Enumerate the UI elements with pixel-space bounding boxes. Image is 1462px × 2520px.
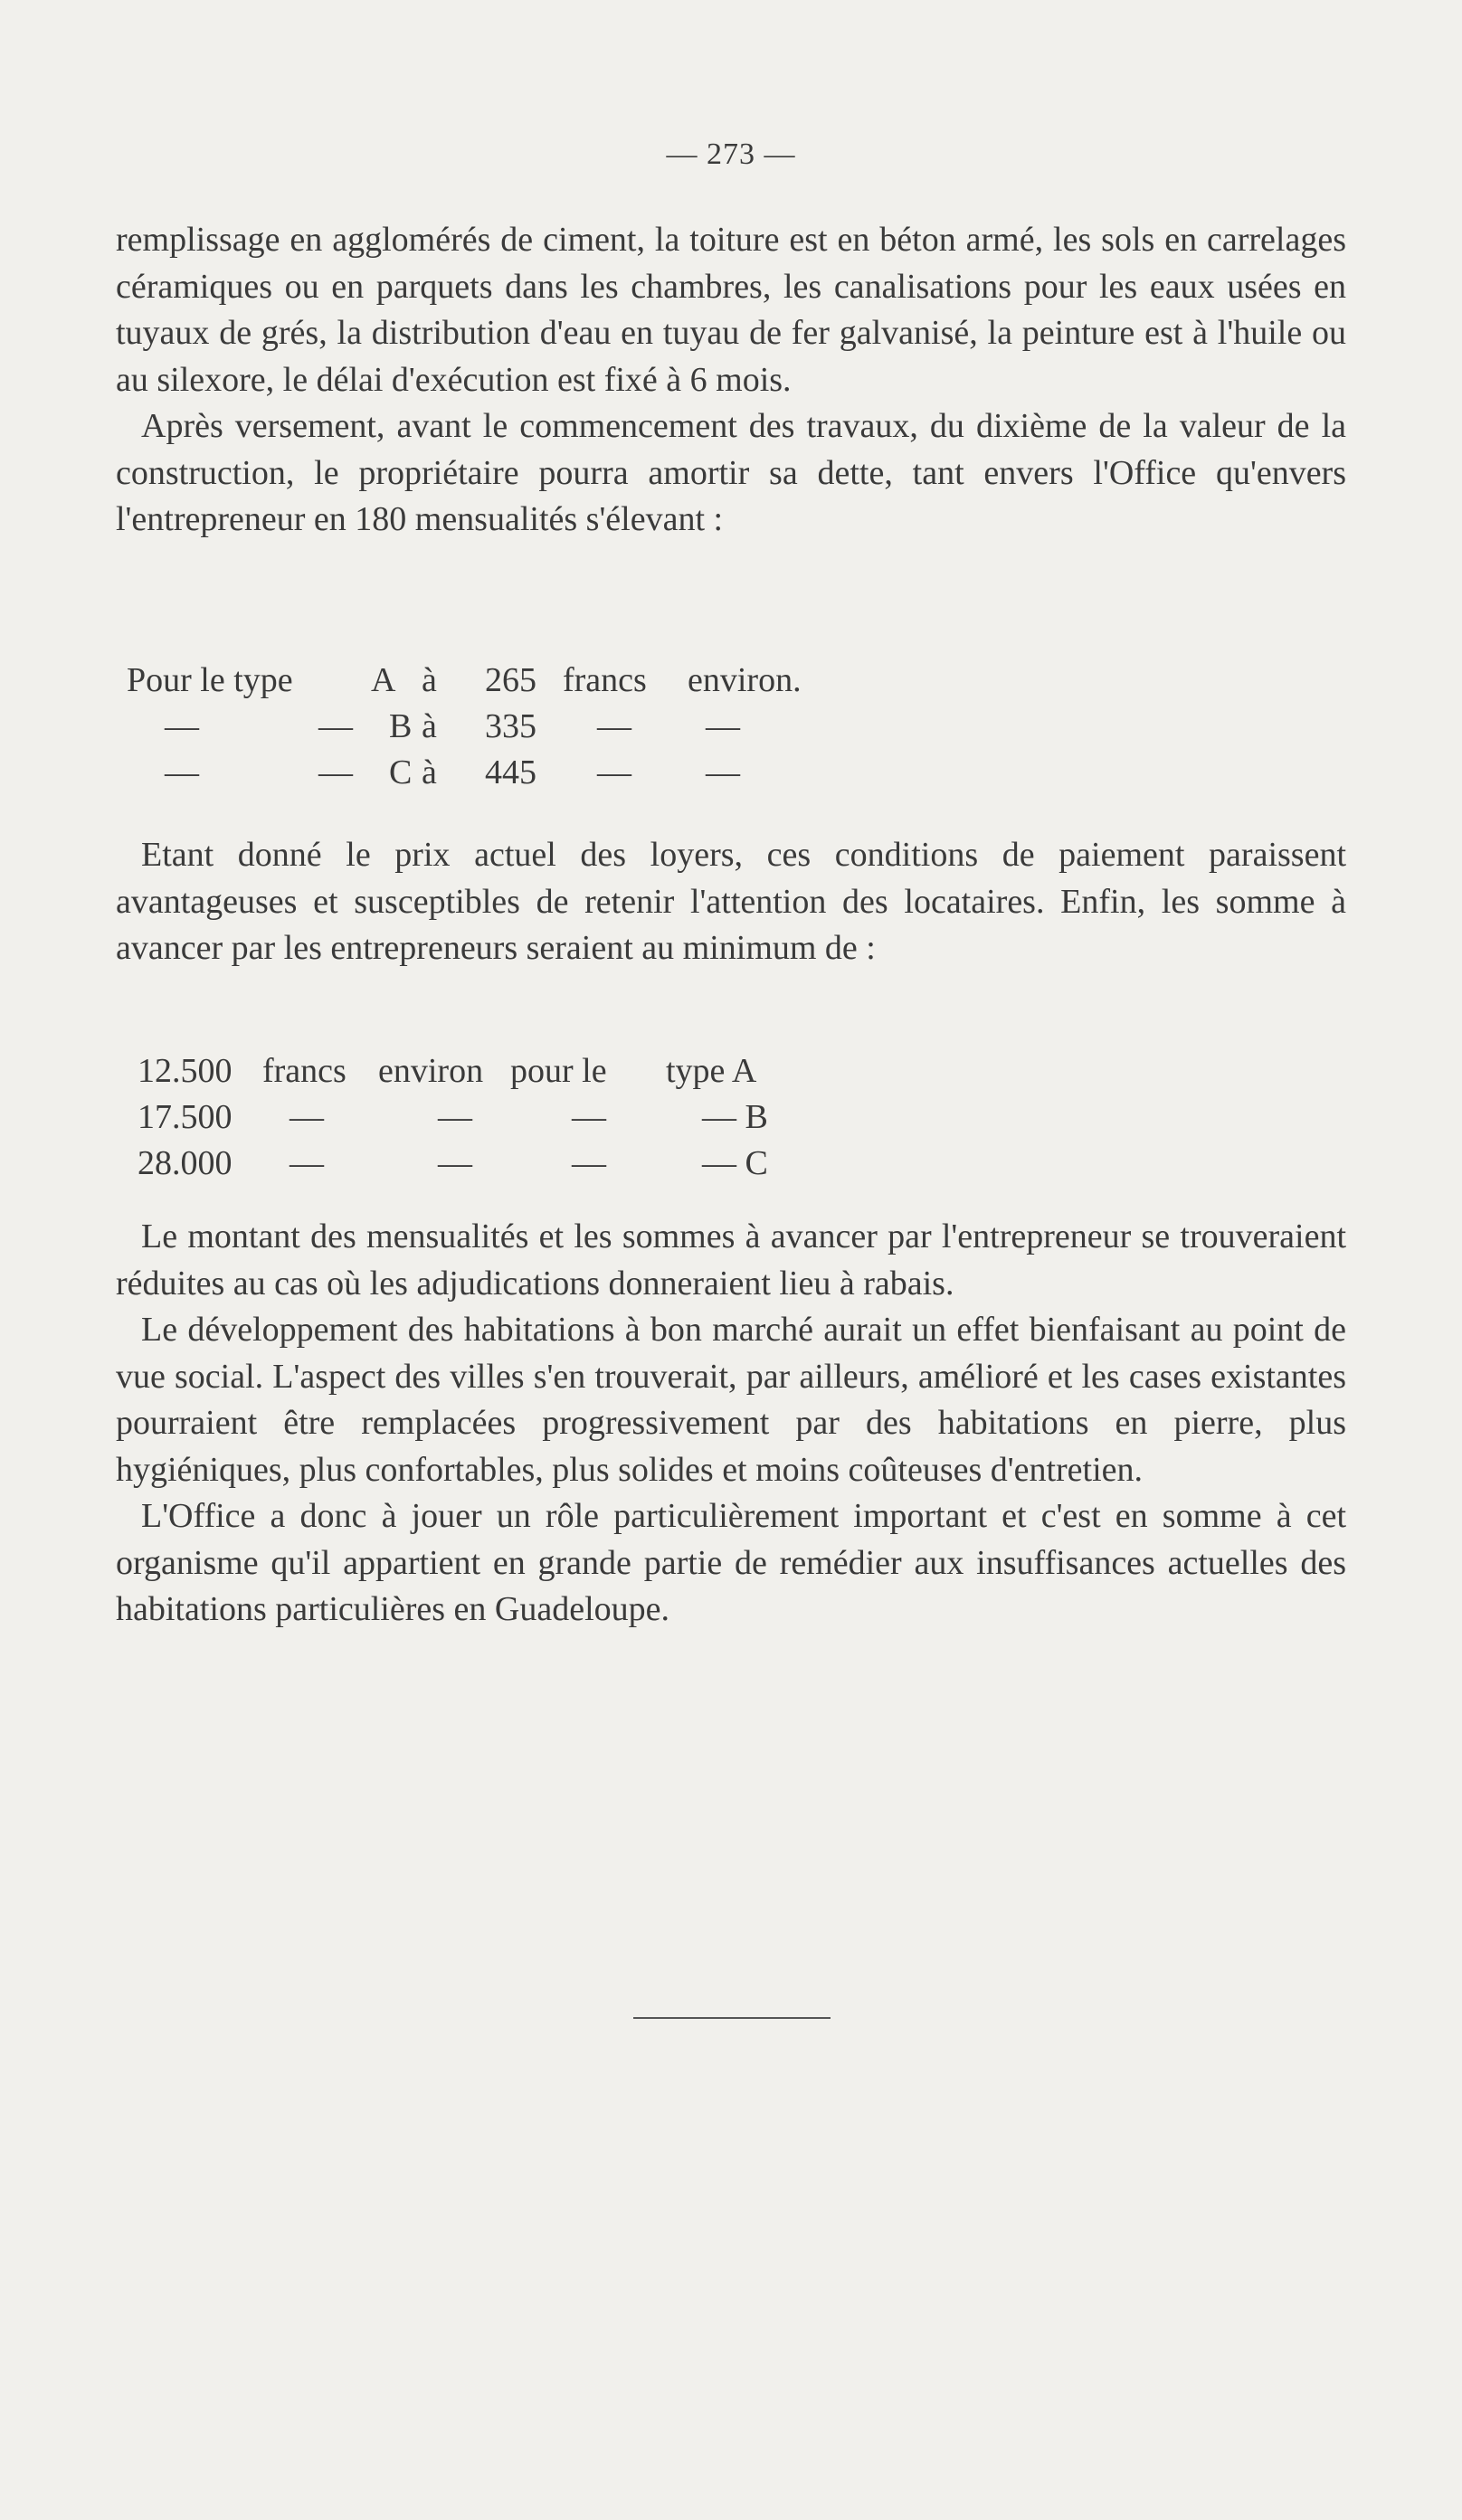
note: environ. xyxy=(688,661,802,699)
paragraph-versement: Après versement, avant le commencement des travaux, du dixième de la valeur de la construction, le propriétaire pourra amortir sa dette, tant envers l'Office qu'envers l'entrepreneur en 180 mensualités s'élevant : xyxy=(116,407,1346,538)
amount: 445 xyxy=(485,753,536,791)
amount: 335 xyxy=(485,707,536,745)
ditto-mark: — xyxy=(438,1098,472,1136)
paragraph-developpement: Le développement des habitations à bon marché aurait un effet bienfaisant au point de vue social. L'aspect des villes s'en trouverait, par ailleurs, amélioré et les cases existantes pourraient être remplacées progressivement par des habitations en pierre, plus hygiéniques, plus confortables, plus solides et moins coûteuses d'entretien. xyxy=(116,1311,1346,1489)
qualifier: environ xyxy=(378,1052,484,1090)
type-letter: B xyxy=(389,707,413,745)
ditto-mark: — xyxy=(706,707,740,745)
ditto-mark: — xyxy=(597,707,631,745)
ditto-mark: — xyxy=(165,707,199,745)
type: — B xyxy=(702,1098,768,1136)
amount: 17.500 xyxy=(138,1098,233,1136)
type-label: Pour le type xyxy=(127,661,293,699)
paragraph-office: L'Office a donc à jouer un rôle particulièrement important et c'est en somme à cet organisme qu'il appartient en grande partie de remédier aux insuffisances actuelles des habitations particulières en Guadeloupe. xyxy=(116,1497,1346,1628)
type-prep: à xyxy=(422,707,437,745)
text-block-top xyxy=(116,217,1346,544)
type: — C xyxy=(702,1144,768,1182)
amount: 12.500 xyxy=(138,1052,233,1090)
ditto-mark: — xyxy=(318,707,353,745)
closing-rule xyxy=(633,2017,831,2019)
phrase: pour le xyxy=(510,1052,607,1090)
unit: francs xyxy=(563,661,647,699)
unit: francs xyxy=(262,1052,347,1090)
page-number: — 273 — xyxy=(666,137,796,171)
type: type A xyxy=(666,1052,757,1090)
text-block-bottom xyxy=(116,1214,1346,1634)
ditto-mark: — xyxy=(706,753,740,791)
ditto-mark: — xyxy=(165,753,199,791)
ditto-mark: — xyxy=(572,1144,606,1182)
type-letter: C xyxy=(389,753,413,791)
ditto-mark: — xyxy=(438,1144,472,1182)
type-letter: A xyxy=(371,661,396,699)
ditto-mark: — xyxy=(290,1144,324,1182)
ditto-mark: — xyxy=(290,1098,324,1136)
amount: 265 xyxy=(485,661,536,699)
type-prep: à xyxy=(422,661,437,699)
paragraph-loyers: Etant donné le prix actuel des loyers, ces conditions de paiement paraissent avantageuses et susceptibles de retenir l'attention des locataires. Enfin, les somme à avancer par les entrepreneurs seraient au minimum de : xyxy=(116,836,1346,967)
type-prep: à xyxy=(422,753,437,791)
text-block-middle xyxy=(116,832,1346,972)
paragraph-montant: Le montant des mensualités et les sommes à avancer par l'entrepreneur se trouveraient réduites au cas où les adjudications donneraient lieu à rabais. xyxy=(116,1217,1346,1303)
amount: 28.000 xyxy=(138,1144,233,1182)
paragraph-continued: remplissage en agglomérés de ciment, la toiture est en béton armé, les sols en carrelages céramiques ou en parquets dans les chambres, les canalisations pour les eaux usées en tuyaux de grés, la distribution d'eau en tuyau de fer galvanisé, la peinture est à l'huile ou au silexore, le délai d'exécution est fixé à 6 mois. xyxy=(116,221,1346,399)
ditto-mark: — xyxy=(597,753,631,791)
ditto-mark: — xyxy=(318,753,353,791)
ditto-mark: — xyxy=(572,1098,606,1136)
